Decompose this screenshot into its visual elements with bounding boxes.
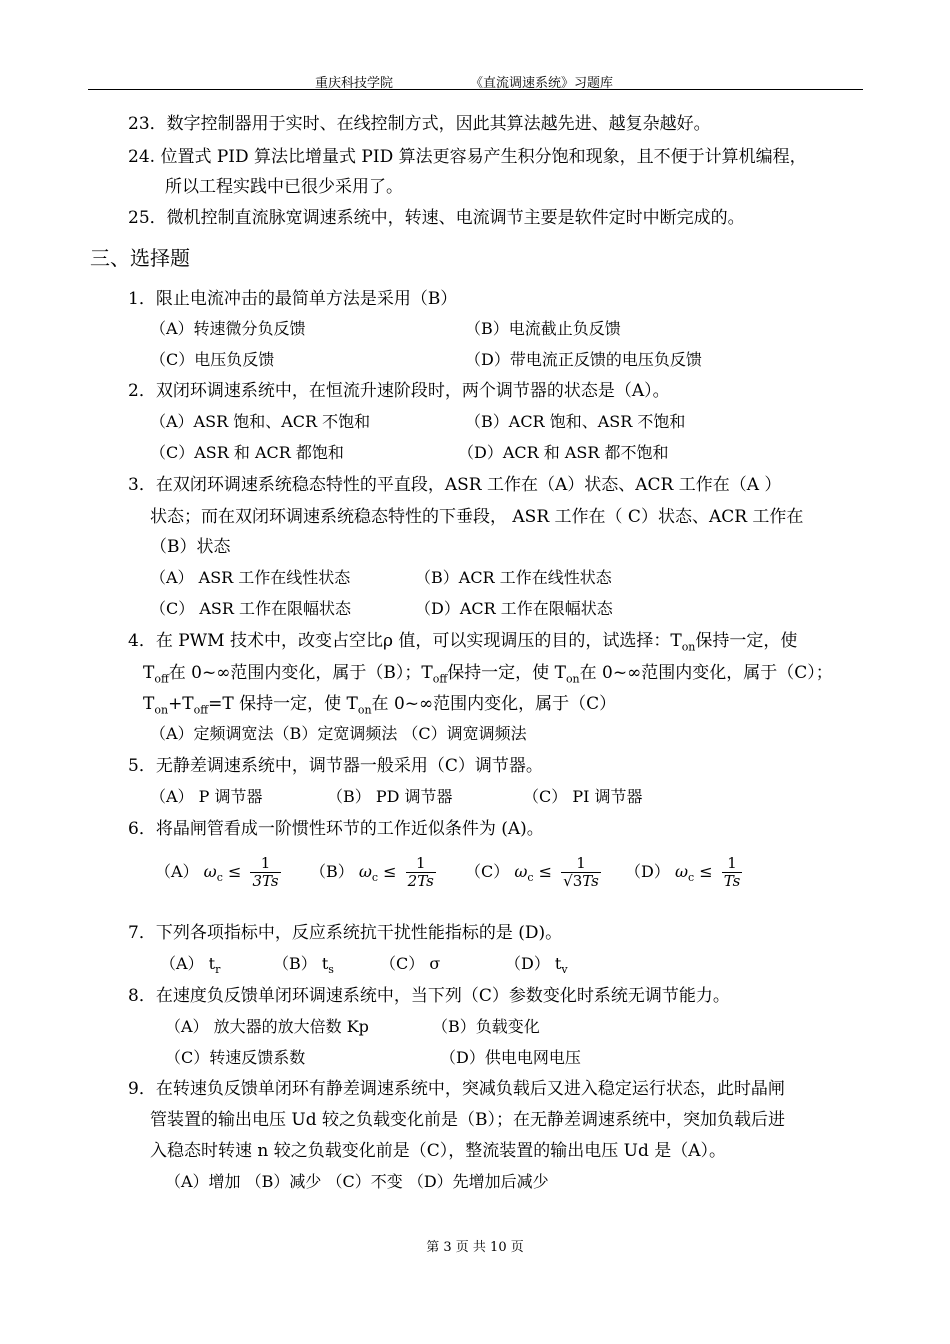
numerator: 1 (415, 854, 426, 872)
header-rule (88, 89, 863, 90)
sqrt-3: √3 (563, 872, 583, 890)
q4-text: =T 保持一定，使 T (208, 694, 358, 714)
option-label: （D） (625, 862, 670, 881)
statement-24-cont: 所以工程实践中已很少采用了。 (165, 177, 403, 197)
omega-symbol: ω (514, 862, 528, 881)
q6-option-c (465, 855, 601, 890)
q7-stem: 7．下列各项指标中，反应系统抗干扰性能指标的是 (D)。 (128, 923, 563, 943)
q1-option-b: （B）电流截止负反馈 (465, 319, 621, 338)
omega-symbol: ω (674, 862, 688, 881)
q8-stem: 8．在速度负反馈单闭环调速系统中，当下列（C）参数变化时系统无调节能力。 (128, 986, 730, 1006)
q9-stem-line1: 9．在转速负反馈单闭环有静差调速系统中，突减负载后又进入稳定运行状态，此时晶闸 (128, 1079, 785, 1099)
fraction (250, 855, 280, 890)
q3-stem-line2: 状态；而在双闭环调速系统稳态特性的下垂段， ASR 工作在（ C）状态、ACR 工作在 (150, 507, 804, 527)
omega-symbol: ω (358, 862, 372, 881)
fraction (406, 855, 436, 890)
q8-option-d: （D）供电电网电压 (440, 1048, 581, 1067)
q1-option-c: （C）电压负反馈 (150, 350, 275, 369)
section-title: 三、选择题 (90, 246, 190, 270)
option-label: （A） (155, 862, 199, 881)
q2-option-c: （C）ASR 和 ACR 都饱和 (150, 443, 344, 462)
q1-option-d: （D）带电流正反馈的电压负反馈 (465, 350, 702, 369)
q6-option-b (310, 855, 436, 890)
option-text: （A） t (160, 954, 216, 973)
subscript: on (565, 672, 580, 686)
q4-text: 4．在 PWM 技术中，改变占空比ρ 值，可以实现调压的目的，试选择：T (128, 631, 682, 651)
q3-option-c: （C） ASR 工作在限幅状态 (150, 599, 351, 618)
numerator: 1 (260, 854, 271, 872)
denominator: Ts (723, 872, 741, 890)
le-symbol: ≤ (538, 862, 553, 881)
q6-option-d (625, 855, 742, 890)
q4-stem-line2 (143, 662, 833, 690)
subscript: off (432, 672, 448, 686)
q9-options: （A）增加 （B）减少 （C）不变 （D）先增加后减少 (165, 1172, 549, 1191)
q7-option-a (160, 953, 220, 981)
q5-option-a: （A） P 调节器 (150, 787, 263, 806)
subscript: c (527, 871, 534, 885)
le-symbol: ≤ (383, 862, 397, 881)
q4-text: 在 0~∞范围内变化，属于（B）；T (168, 663, 433, 683)
denominator (561, 872, 601, 890)
option-label: （C） (465, 862, 510, 881)
numerator: 1 (576, 854, 586, 872)
q8-option-b: （B）负载变化 (432, 1017, 540, 1036)
q3-option-d: （D）ACR 工作在限幅状态 (415, 599, 613, 618)
q4-text: +T (168, 694, 194, 714)
q6-stem: 6．将晶闸管看成一阶惯性环节的工作近似条件为 (A)。 (128, 819, 544, 839)
q3-stem-line1: 3．在双闭环调速系统稳态特性的平直段，ASR 工作在（A）状态、ACR 工作在（A ） (128, 475, 782, 495)
option-text: （D） t (505, 954, 562, 973)
q2-stem: 2．双闭环调速系统中，在恒流升速阶段时，两个调节器的状态是（A）。 (128, 381, 670, 401)
subscript: off (154, 672, 169, 686)
subscript: r (215, 963, 221, 977)
q6-option-a (155, 855, 281, 890)
subscript: s (328, 963, 334, 977)
statement-25: 25．微机控制直流脉宽调速系统中，转速、电流调节主要是软件定时中断完成的。 (128, 208, 745, 228)
q2-option-d: （D）ACR 和 ASR 都不饱和 (458, 443, 669, 462)
q8-option-a: （A） 放大器的放大倍数 Kp (165, 1017, 369, 1036)
q5-option-b: （B） PD 调节器 (327, 787, 453, 806)
subscript: v (561, 963, 568, 977)
option-label: （B） (310, 862, 354, 881)
subscript: on (154, 703, 169, 717)
q4-text: 保持一定，使 T (447, 663, 566, 683)
q4-stem-line1 (128, 630, 797, 658)
q3-option-b: （B）ACR 工作在线性状态 (415, 568, 612, 587)
q4-stem-line3 (143, 693, 616, 721)
omega-symbol: ω (203, 862, 217, 881)
q5-option-c: （C） PI 调节器 (523, 787, 643, 806)
q7-option-d (505, 953, 568, 981)
le-symbol: ≤ (699, 862, 713, 881)
page-footer: 第 3 页 共 10 页 (426, 1240, 524, 1255)
q4-text: 在 0~∞范围内变化，属于（C） (371, 694, 617, 714)
numerator: 1 (727, 854, 737, 872)
q4-text: 在 0~∞范围内变化，属于（C）； (579, 663, 833, 683)
fraction (722, 855, 743, 890)
header-course-title: 《直流调速系统》习题库 (470, 76, 614, 91)
statement-24: 24. 位置式 PID 算法比增量式 PID 算法更容易产生积分饱和现象，且不便于计算机编程， (128, 147, 807, 167)
subscript: c (371, 871, 379, 885)
q5-stem: 5．无静差调速系统中，调节器一般采用（C）调节器。 (128, 756, 543, 776)
subscript: on (357, 703, 372, 717)
header-school: 重庆科技学院 (315, 76, 394, 91)
q9-stem-line3: 入稳态时转速 n 较之负载变化前是（C），整流装置的输出电压 Ud 是（A）。 (150, 1141, 727, 1161)
q4-text: 保持一定，使 (695, 631, 798, 651)
fraction (561, 855, 601, 890)
q8-option-c: （C）转速反馈系数 (165, 1048, 306, 1067)
q7-option-c: （C） σ (380, 954, 441, 973)
q3-option-a: （A） ASR 工作在线性状态 (150, 568, 351, 587)
q4-text: T (143, 694, 155, 714)
subscript: c (216, 871, 223, 885)
q1-stem: 1．限止电流冲击的最简单方法是采用（B） (128, 289, 458, 309)
denominator: 3Ts (252, 872, 279, 890)
q2-option-a: （A）ASR 饱和、ACR 不饱和 (150, 412, 371, 431)
q3-stem-line3: （B）状态 (150, 537, 231, 557)
le-symbol: ≤ (227, 862, 242, 881)
denominator-ts: Ts (582, 872, 599, 890)
option-text: （B） t (273, 954, 329, 973)
denominator: 2Ts (407, 872, 434, 890)
subscript: c (687, 871, 695, 885)
q1-option-a: （A）转速微分负反馈 (150, 319, 306, 338)
subscript: on (681, 640, 696, 654)
q2-option-b: （B）ACR 饱和、ASR 不饱和 (465, 412, 686, 431)
statement-23: 23．数字控制器用于实时、在线控制方式，因此其算法越先进、越复杂越好。 (128, 114, 711, 134)
q4-text: T (143, 663, 155, 683)
subscript: off (193, 703, 209, 717)
q9-stem-line2: 管装置的输出电压 Ud 较之负载变化前是（B）；在无静差调速系统中，突加负载后进 (150, 1110, 786, 1130)
q7-option-b (273, 953, 334, 981)
q4-options: （A）定频调宽法（B）定宽调频法 （C）调宽调频法 (150, 724, 527, 743)
